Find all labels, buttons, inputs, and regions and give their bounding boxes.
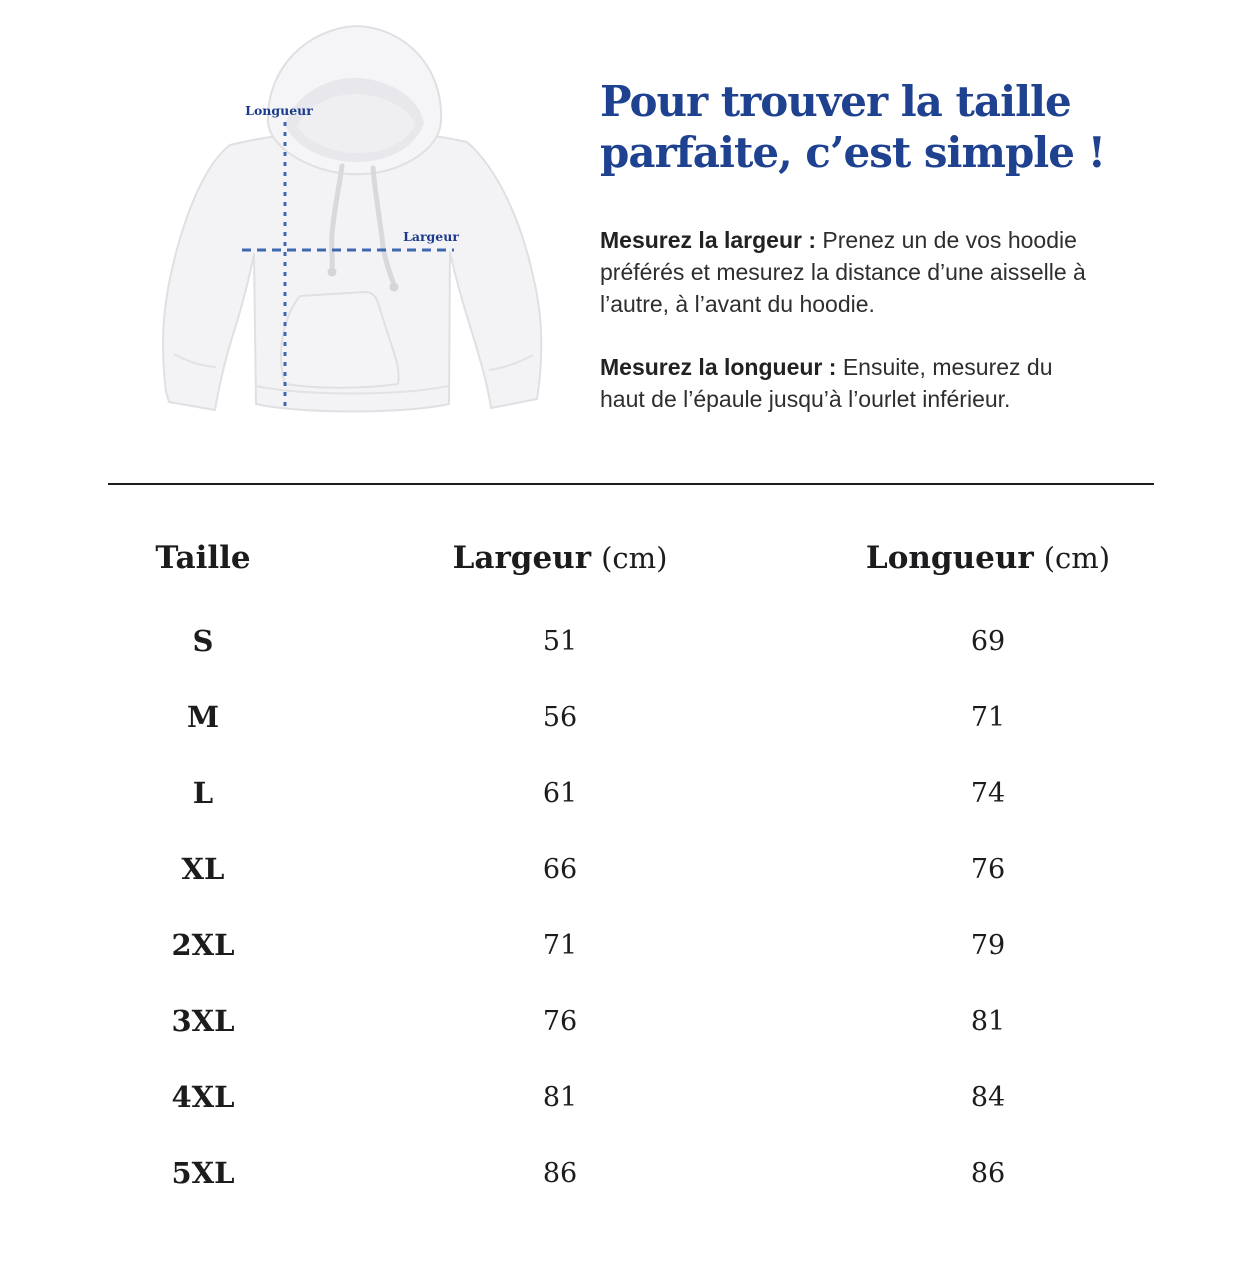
size-table-header xyxy=(108,485,1154,577)
hoodie-measurement-diagram xyxy=(156,8,560,436)
largeur-diagram-label: Largeur xyxy=(403,229,459,244)
width-cell: 86 xyxy=(542,1157,578,1189)
length-instructions-text-1: Ensuite, mesurez du xyxy=(836,354,1053,380)
size-cell: M xyxy=(186,700,220,734)
table-row-3xl xyxy=(108,983,1154,1059)
size-cell: 3XL xyxy=(171,1004,235,1038)
size-cell: 4XL xyxy=(171,1080,235,1114)
size-cell: L xyxy=(192,776,214,810)
length-cell: 84 xyxy=(970,1081,1006,1113)
width-cell: 81 xyxy=(542,1081,578,1113)
size-table-body xyxy=(108,603,1154,1211)
size-cell: XL xyxy=(181,852,225,886)
intro-section xyxy=(600,76,1175,415)
width-instructions-text-1: Prenez un de vos hoodie xyxy=(816,227,1077,253)
length-instructions-text-2: haut de l’épaule jusqu’à l’ourlet inférieur. xyxy=(600,386,1011,412)
length-cell: 76 xyxy=(970,853,1006,885)
length-cell: 71 xyxy=(970,701,1006,733)
width-cell: 76 xyxy=(542,1005,578,1037)
column-header-longueur: Longueur (cm) xyxy=(865,540,1111,576)
table-row-l xyxy=(108,755,1154,831)
width-instructions-text-3: l’autre, à l’avant du hoodie. xyxy=(600,291,875,317)
length-cell: 81 xyxy=(970,1005,1006,1037)
longueur-unit: (cm) xyxy=(1043,541,1111,575)
length-cell: 79 xyxy=(970,929,1006,961)
table-row-s xyxy=(108,603,1154,679)
hoodie-illustration xyxy=(156,8,560,436)
table-row-2xl xyxy=(108,907,1154,983)
width-cell: 71 xyxy=(542,929,578,961)
size-cell: S xyxy=(192,624,214,658)
width-cell: 51 xyxy=(542,625,578,657)
width-cell: 61 xyxy=(542,777,578,809)
page-title-line2: parfaite, c’est simple ! xyxy=(600,128,1106,177)
size-cell: 2XL xyxy=(171,928,235,962)
largeur-unit: (cm) xyxy=(601,541,668,575)
table-row-m xyxy=(108,679,1154,755)
left-drawstring-knot xyxy=(328,268,337,277)
width-cell: 66 xyxy=(542,853,578,885)
length-cell: 69 xyxy=(970,625,1006,657)
column-header-largeur: Largeur (cm) xyxy=(452,540,668,576)
column-header-taille: Taille xyxy=(155,540,251,576)
page-title xyxy=(600,76,1175,178)
length-cell: 86 xyxy=(970,1157,1006,1189)
page-title-line1: Pour trouver la taille xyxy=(600,77,1071,126)
width-cell: 56 xyxy=(542,701,578,733)
width-instructions xyxy=(600,224,1175,320)
longueur-diagram-label: Longueur xyxy=(245,103,313,118)
table-row-5xl xyxy=(108,1135,1154,1211)
right-drawstring-knot xyxy=(390,283,399,292)
size-cell: 5XL xyxy=(171,1156,235,1190)
table-row-xl xyxy=(108,831,1154,907)
size-table-section xyxy=(108,483,1154,1211)
length-instructions xyxy=(600,351,1175,415)
table-row-4xl xyxy=(108,1059,1154,1135)
width-instructions-text-2: préférés et mesurez la distance d’une aisselle à xyxy=(600,259,1086,285)
length-cell: 74 xyxy=(970,777,1006,809)
width-instructions-label: Mesurez la largeur : xyxy=(600,227,817,253)
length-instructions-label: Mesurez la longueur : xyxy=(600,354,837,380)
